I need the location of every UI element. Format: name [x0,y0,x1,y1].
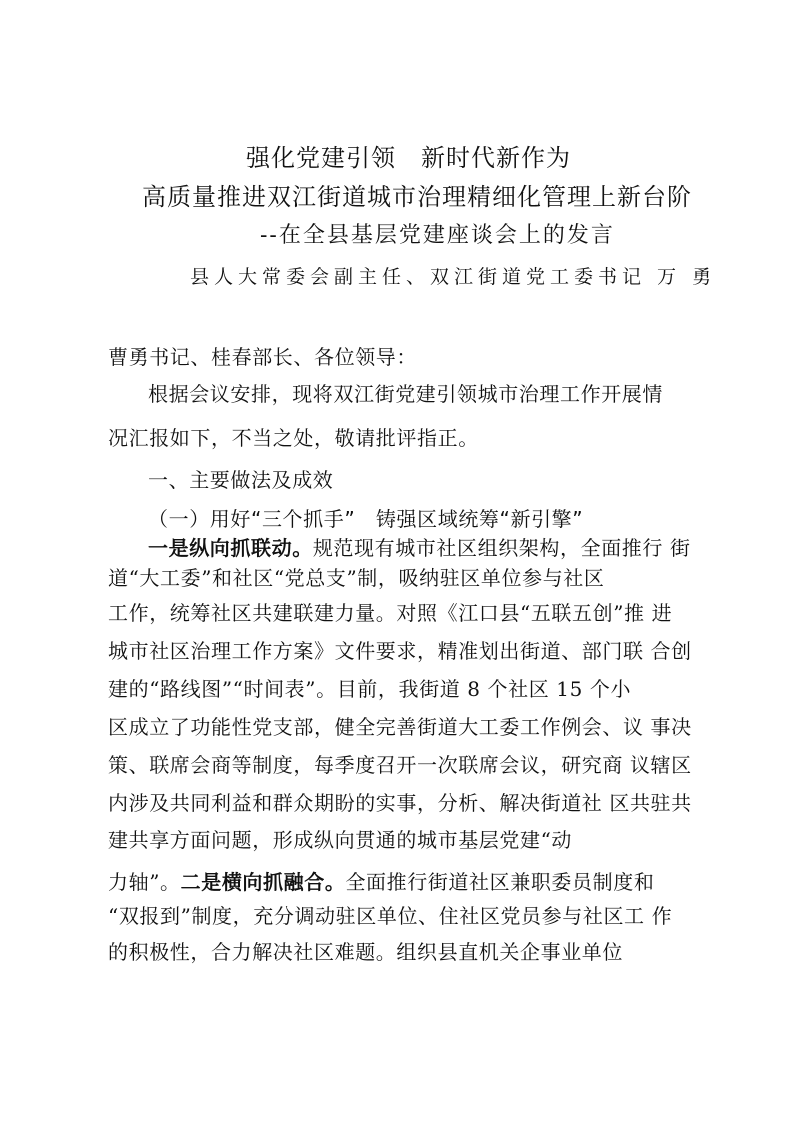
paragraph-line: 工作，统筹社区共建联建力量。对照《江口县“五联五创”推 进 [108,601,673,625]
intro-line-1: 根据会议安排，现将双江街党建引领城市治理工作开展情 [148,382,663,406]
title-line-1: 强化党建引领 新时代新作为 [246,144,571,172]
paragraph-line [108,872,654,892]
point-2-label: 二是横向抓融合。 [180,870,346,894]
paragraph-line: “双报到”制度，充分调动驻区单位、住社区党员参与社区工 作 [108,904,673,928]
paragraph-line: 道“大工委”和社区“党总支”制，吸纳驻区单位参与社区 [108,566,605,590]
point-1-label: 一是纵向抓联动。 [148,536,313,560]
intro-line-2: 况汇报如下，不当之处，敬请批评指正。 [108,426,479,450]
paragraph-line [148,538,691,558]
paragraph-line: 建共享方面问题，形成纵向贯通的城市基层党建“动 [108,828,573,852]
paragraph-line: 城市社区治理工作方案》文件要求，精准划出街道、部门联 合创 [108,639,692,663]
subsection-heading-1: （一）用好“三个抓手” 铸强区域统筹“新引擎” [148,507,584,531]
paragraph-line: 的积极性，合力解决社区难题。组织县直机关企事业单位 [108,940,623,964]
point-2-text: 全面推行街道社区兼职委员制度和 [345,870,655,894]
subtitle: --在全县基层党建座谈会上的发言 [260,223,615,248]
author-line: 县人大常委会副主任、双江街道党工委书记 万 勇 [190,266,717,288]
paragraph-line: 区成立了功能性党支部，健全完善街道大工委工作例会、议 事决 [108,715,692,739]
paragraph-line: 建的“路线图”“时间表”。目前，我街道 8 个社区 15 个小 [108,677,632,701]
point-1-end: 力轴”。 [108,870,181,894]
title-line-2: 高质量推进双江街道城市治理精细化管理上新台阶 [142,183,692,211]
point-1-text: 规范现有城市社区组织架构，全面推行 街 [312,536,691,560]
salutation: 曹勇书记、桂春部长、各位领导： [108,345,417,369]
paragraph-line: 策、联席会商等制度，每季度召开一次联席会议，研究商 议辖区 [108,753,692,777]
section-heading-1: 一、主要做法及成效 [148,468,334,492]
paragraph-line: 内涉及共同利益和群众期盼的实事，分析、解决街道社 区共驻共 [108,791,692,815]
